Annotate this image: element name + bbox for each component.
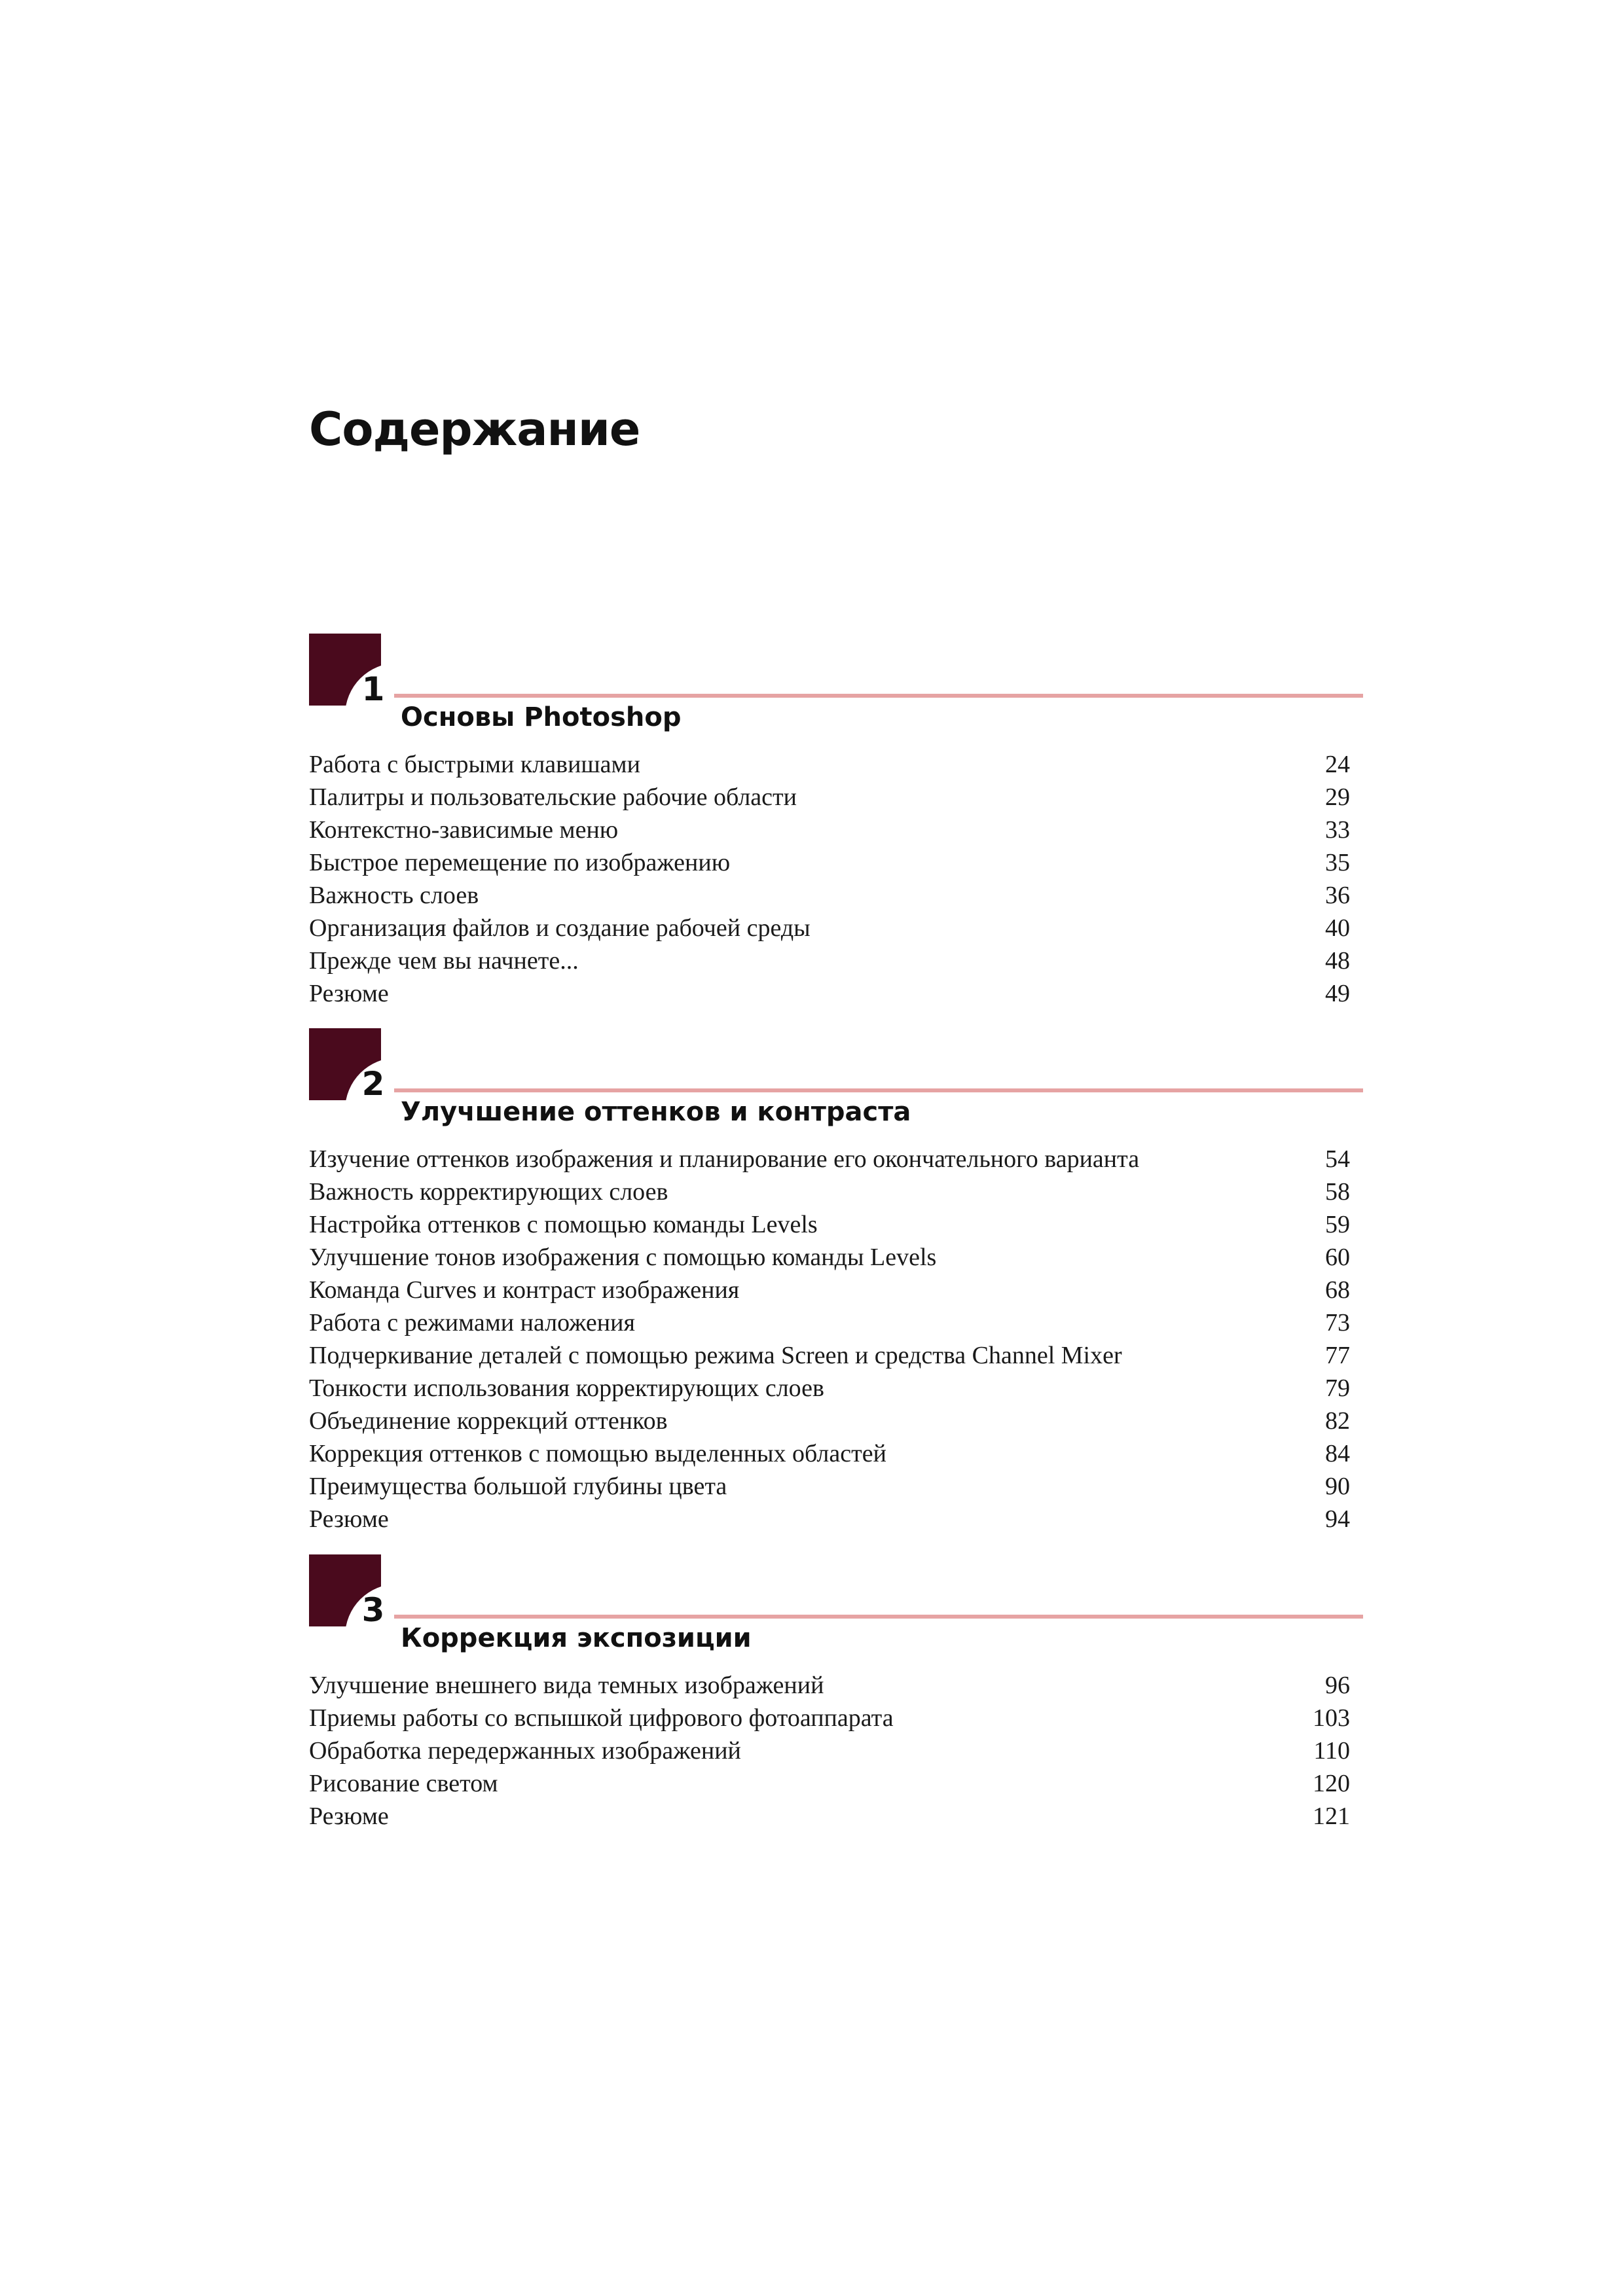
chapter-3 xyxy=(309,1554,1350,1833)
toc-entry[interactable] xyxy=(309,1241,1350,1274)
toc-entry-page: 90 xyxy=(1325,1473,1350,1500)
toc-entry-page: 54 xyxy=(1325,1145,1350,1173)
toc-entry-title: Резюме xyxy=(309,980,389,1007)
toc-entry[interactable] xyxy=(309,1274,1350,1306)
toc-entry-title: Изучение оттенков изображения и планирование его окончательного варианта xyxy=(309,1145,1140,1173)
toc-entry[interactable] xyxy=(309,1143,1350,1175)
toc-entry-page: 84 xyxy=(1325,1440,1350,1467)
toc-entry-title: Улучшение тонов изображения с помощью команды Levels xyxy=(309,1244,937,1271)
toc-entry-page: 33 xyxy=(1325,816,1350,844)
toc-entry[interactable] xyxy=(309,846,1350,879)
toc-entry-title: Обработка передержанных изображений xyxy=(309,1737,741,1765)
toc-entry-title: Палитры и пользовательские рабочие области xyxy=(309,783,797,811)
toc-entry[interactable] xyxy=(309,1470,1350,1503)
toc-entry-page: 77 xyxy=(1325,1342,1350,1369)
chapter-2 xyxy=(309,1028,1350,1535)
toc-entry-title: Команда Curves и контраст изображения xyxy=(309,1276,740,1304)
toc-entry-page: 49 xyxy=(1325,980,1350,1007)
toc-entry-page: 24 xyxy=(1325,751,1350,778)
chapter-title[interactable]: Основы Photoshop xyxy=(401,702,682,732)
toc-entry[interactable] xyxy=(309,1437,1350,1470)
toc-entry-title: Контекстно-зависимые меню xyxy=(309,816,619,844)
toc-entry-title: Преимущества большой глубины цвета xyxy=(309,1473,727,1500)
toc-entry[interactable] xyxy=(309,1767,1350,1800)
chapter-header xyxy=(309,1028,1350,1143)
toc-entry-title: Прежде чем вы начнете... xyxy=(309,947,579,975)
toc-entry[interactable] xyxy=(309,1800,1350,1833)
toc-entry[interactable] xyxy=(309,1702,1350,1734)
toc-entry-title: Резюме xyxy=(309,1505,389,1533)
toc-entry[interactable] xyxy=(309,1734,1350,1767)
chapter-1 xyxy=(309,634,1350,1010)
toc-entry-title: Работа с быстрыми клавишами xyxy=(309,751,640,778)
toc-entry[interactable] xyxy=(309,1175,1350,1208)
chapter-title[interactable]: Коррекция экспозиции xyxy=(401,1623,752,1653)
toc-entry[interactable] xyxy=(309,912,1350,944)
toc-entry-page: 60 xyxy=(1325,1244,1350,1271)
toc-entry-page: 73 xyxy=(1325,1309,1350,1336)
toc-entry-title: Рисование светом xyxy=(309,1770,498,1797)
toc-entry-page: 121 xyxy=(1313,1803,1350,1830)
toc-entry-page: 94 xyxy=(1325,1505,1350,1533)
toc-entry-title: Настройка оттенков с помощью команды Levels xyxy=(309,1211,818,1238)
toc-entry-page: 29 xyxy=(1325,783,1350,811)
chapter-title[interactable]: Улучшение оттенков и контраста xyxy=(401,1097,911,1127)
toc-entry-title: Объединение коррекций оттенков xyxy=(309,1407,668,1435)
toc-entry-page: 110 xyxy=(1313,1737,1350,1765)
toc-entry-page: 59 xyxy=(1325,1211,1350,1238)
toc-entry-page: 103 xyxy=(1313,1704,1350,1732)
toc-entry[interactable] xyxy=(309,977,1350,1010)
toc-entry-page: 79 xyxy=(1325,1374,1350,1402)
page-title: Содержание xyxy=(309,403,640,456)
toc-list xyxy=(309,748,1350,1010)
toc-entry-title: Работа с режимами наложения xyxy=(309,1309,635,1336)
toc-entry-page: 96 xyxy=(1325,1672,1350,1699)
chapter-header xyxy=(309,1554,1350,1669)
toc-entry-title: Быстрое перемещение по изображению xyxy=(309,849,731,876)
toc-entry-title: Улучшение внешнего вида темных изображений xyxy=(309,1672,824,1699)
toc-entry[interactable] xyxy=(309,1405,1350,1437)
toc-entry-title: Приемы работы со вспышкой цифрового фотоаппарата xyxy=(309,1704,894,1732)
toc-entry-title: Организация файлов и создание рабочей среды xyxy=(309,914,811,942)
toc-entry-page: 40 xyxy=(1325,914,1350,942)
toc-entry-page: 120 xyxy=(1313,1770,1350,1797)
toc-entry[interactable] xyxy=(309,781,1350,814)
toc-entry[interactable] xyxy=(309,1669,1350,1702)
toc-entry-title: Важность корректирующих слоев xyxy=(309,1178,668,1206)
toc-entry[interactable] xyxy=(309,1372,1350,1405)
toc-entry[interactable] xyxy=(309,748,1350,781)
toc-entry-page: 58 xyxy=(1325,1178,1350,1206)
toc-entry-title: Важность слоев xyxy=(309,882,479,909)
toc-list xyxy=(309,1669,1350,1833)
toc-entry-page: 82 xyxy=(1325,1407,1350,1435)
toc-entry[interactable] xyxy=(309,1339,1350,1372)
toc-entry[interactable] xyxy=(309,814,1350,846)
toc-entry-title: Резюме xyxy=(309,1803,389,1830)
toc-entry-page: 36 xyxy=(1325,882,1350,909)
toc-list xyxy=(309,1143,1350,1535)
toc-entry[interactable] xyxy=(309,1503,1350,1535)
chapter-number: 2 xyxy=(345,1058,397,1110)
toc-entry[interactable] xyxy=(309,1208,1350,1241)
toc-entry[interactable] xyxy=(309,944,1350,977)
toc-entry-page: 68 xyxy=(1325,1276,1350,1304)
chapter-header xyxy=(309,634,1350,748)
toc-entry-title: Подчеркивание деталей с помощью режима Screen и средства Channel Mixer xyxy=(309,1342,1122,1369)
toc-entry[interactable] xyxy=(309,879,1350,912)
toc-entry-page: 35 xyxy=(1325,849,1350,876)
toc-entry[interactable] xyxy=(309,1306,1350,1339)
chapter-number: 1 xyxy=(345,663,397,715)
toc-entry-title: Коррекция оттенков с помощью выделенных областей xyxy=(309,1440,886,1467)
toc-entry-page: 48 xyxy=(1325,947,1350,975)
chapter-number: 3 xyxy=(345,1584,397,1636)
toc-entry-title: Тонкости использования корректирующих слоев xyxy=(309,1374,824,1402)
